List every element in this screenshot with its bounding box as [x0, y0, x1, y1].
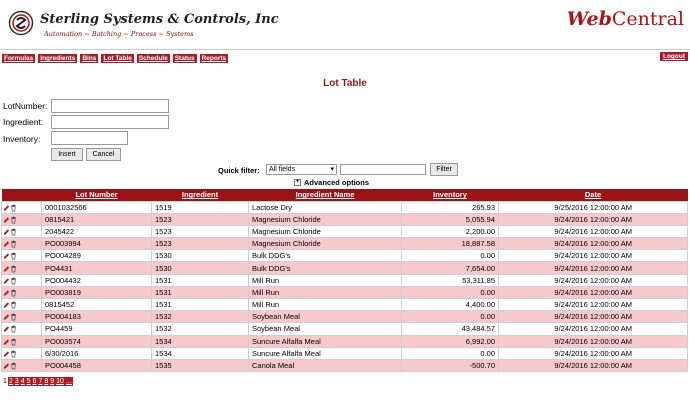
pager-page[interactable]: ...	[65, 378, 72, 385]
company-name: Sterling Systems & Controls, Inc	[40, 12, 279, 27]
pager-page[interactable]: 3	[14, 378, 19, 385]
app-header	[0, 0, 690, 50]
quick-filter-selected: All fields	[269, 166, 296, 173]
row-actions	[2, 238, 42, 250]
cell-inventory: 0.00	[402, 347, 499, 359]
quick-filter-select[interactable]	[266, 164, 337, 175]
cell-date: 9/24/2016 12:00:00 AM	[499, 238, 688, 250]
inventory-label: Inventory:	[3, 134, 41, 144]
edit-pencil-icon[interactable]	[3, 228, 10, 236]
nav-bins[interactable]: Bins	[82, 55, 97, 62]
row-actions	[2, 213, 42, 225]
cell-date: 9/24/2016 12:00:00 AM	[499, 286, 688, 298]
edit-pencil-icon[interactable]	[3, 289, 10, 297]
cell-lot-number: PO004289	[42, 250, 152, 262]
delete-trash-icon[interactable]	[10, 313, 17, 321]
edit-pencil-icon[interactable]	[3, 338, 10, 346]
cell-date: 9/24/2016 12:00:00 AM	[499, 347, 688, 359]
pager-current: 1	[3, 378, 7, 385]
row-actions	[2, 250, 42, 262]
pager-page[interactable]: 6	[32, 378, 37, 385]
cell-date: 9/24/2016 12:00:00 AM	[499, 225, 688, 237]
inventory-row	[3, 134, 40, 144]
row-actions	[2, 335, 42, 347]
cell-date: 9/24/2016 12:00:00 AM	[499, 274, 688, 286]
sterling-logo-mark-icon	[8, 10, 34, 36]
ingredient-input[interactable]	[51, 115, 169, 129]
cell-lot-number: PO003819	[42, 286, 152, 298]
main-nav	[2, 54, 228, 63]
delete-trash-icon[interactable]	[10, 350, 17, 358]
lot-number-label: LotNumber:	[3, 101, 48, 111]
cell-inventory: 4,400.00	[402, 299, 499, 311]
delete-trash-icon[interactable]	[10, 325, 17, 333]
cell-ingredient-name: Mill Run	[249, 274, 402, 286]
table-header-row	[2, 189, 688, 201]
cell-ingredient-name: Magnesium Chloride	[249, 238, 402, 250]
row-actions	[2, 286, 42, 298]
chevron-down-icon: ▾	[330, 166, 334, 173]
advanced-options-toggle[interactable]	[294, 178, 369, 187]
row-actions	[2, 347, 42, 359]
nav-schedule[interactable]: Schedule	[138, 55, 168, 62]
cell-lot-number: PO004432	[42, 274, 152, 286]
table-row	[2, 347, 688, 359]
delete-trash-icon[interactable]	[10, 289, 17, 297]
delete-trash-icon[interactable]	[10, 362, 17, 370]
table-row	[2, 238, 688, 250]
date-header[interactable]: Date	[499, 189, 688, 201]
row-actions	[2, 359, 42, 371]
row-actions	[2, 311, 42, 323]
table-row	[2, 359, 688, 371]
cell-lot-number: PO003574	[42, 335, 152, 347]
cell-ingredient-name: Soybean Meal	[249, 323, 402, 335]
pager-page[interactable]: 8	[44, 378, 49, 385]
cell-lot-number: 0815452	[42, 299, 152, 311]
insert-button[interactable]: Insert	[51, 148, 83, 161]
pager	[2, 377, 73, 386]
webcentral-logo	[567, 8, 684, 30]
row-actions	[2, 274, 42, 286]
logout-button[interactable]: Logout	[660, 52, 688, 61]
inventory-header[interactable]: Inventory	[402, 189, 499, 201]
cell-lot-number: 6/30/2016	[42, 347, 152, 359]
table-row	[2, 201, 688, 213]
cell-ingredient: 1531	[152, 299, 249, 311]
edit-pencil-icon[interactable]	[3, 350, 10, 358]
cell-ingredient-name: Soybean Meal	[249, 311, 402, 323]
cell-inventory: 0.00	[402, 286, 499, 298]
nav-ingredients[interactable]: Ingredients	[40, 55, 76, 62]
cell-date: 9/24/2016 12:00:00 AM	[499, 213, 688, 225]
cell-date: 9/25/2016 12:00:00 AM	[499, 201, 688, 213]
table-row	[2, 250, 688, 262]
ingredient-row	[3, 117, 43, 127]
lot-number-header[interactable]: Lot Number	[42, 189, 152, 201]
expand-plus-icon[interactable]: +	[295, 179, 300, 185]
cell-ingredient: 1519	[152, 201, 249, 213]
cell-lot-number: 2045422	[42, 225, 152, 237]
cell-lot-number: PO4459	[42, 323, 152, 335]
edit-pencil-icon[interactable]	[3, 216, 10, 224]
actions-header	[2, 189, 42, 201]
cell-inventory: 0.00	[402, 250, 499, 262]
table-row	[2, 225, 688, 237]
lot-number-row	[3, 101, 47, 111]
cell-inventory: 0.00	[402, 311, 499, 323]
pager-page[interactable]: 10	[56, 378, 64, 385]
row-actions	[2, 299, 42, 311]
cell-lot-number: PO4431	[42, 262, 152, 274]
ingredient-header[interactable]: Ingredient	[152, 189, 249, 201]
cell-ingredient: 1523	[152, 213, 249, 225]
page-title: Lot Table	[323, 78, 367, 89]
company-tagline: Automation ~ Batching ~ Process ~ Systems	[44, 30, 194, 38]
pager-page[interactable]: 7	[38, 378, 43, 385]
cell-ingredient-name: Magnesium Chloride	[249, 213, 402, 225]
row-actions	[2, 201, 42, 213]
cell-date: 9/24/2016 12:00:00 AM	[499, 299, 688, 311]
row-actions	[2, 262, 42, 274]
table-row	[2, 335, 688, 347]
cell-ingredient-name: Lactose Dry	[249, 201, 402, 213]
cell-ingredient-name: Bulk DDG's	[249, 262, 402, 274]
cell-ingredient: 1532	[152, 311, 249, 323]
edit-pencil-icon[interactable]	[3, 313, 10, 321]
cancel-button[interactable]: Cancel	[86, 148, 121, 161]
advanced-options-label: Advanced options	[304, 178, 370, 187]
cell-date: 9/24/2016 12:00:00 AM	[499, 250, 688, 262]
edit-pencil-icon[interactable]	[3, 240, 10, 248]
nav-lot-table[interactable]: Lot Table	[103, 55, 132, 62]
cell-inventory: 6,992.00	[402, 335, 499, 347]
delete-trash-icon[interactable]	[10, 301, 17, 309]
nav-status[interactable]: Status	[174, 55, 195, 62]
delete-trash-icon[interactable]	[10, 252, 17, 260]
cell-ingredient: 1530	[152, 250, 249, 262]
cell-inventory: 18,887.58	[402, 238, 499, 250]
quick-filter-input[interactable]	[340, 164, 426, 175]
cell-ingredient-name: Mill Run	[249, 299, 402, 311]
cell-lot-number: 0815421	[42, 213, 152, 225]
pager-page[interactable]: 5	[26, 378, 31, 385]
delete-trash-icon[interactable]	[10, 338, 17, 346]
row-actions	[2, 225, 42, 237]
cell-inventory: 265.93	[402, 201, 499, 213]
cell-ingredient: 1535	[152, 359, 249, 371]
delete-trash-icon[interactable]	[10, 240, 17, 248]
edit-pencil-icon[interactable]	[3, 325, 10, 333]
table-row	[2, 213, 688, 225]
cell-inventory: 2,200.00	[402, 225, 499, 237]
sterling-logo	[4, 6, 279, 44]
ingredient-name-header[interactable]: Ingredient Name	[249, 189, 402, 201]
cell-ingredient-name: Bulk DDG's	[249, 250, 402, 262]
cell-date: 9/24/2016 12:00:00 AM	[499, 359, 688, 371]
delete-trash-icon[interactable]	[10, 228, 17, 236]
nav-formulas[interactable]: Formulas	[4, 55, 34, 62]
edit-pencil-icon[interactable]	[3, 265, 10, 273]
cell-ingredient: 1523	[152, 225, 249, 237]
edit-pencil-icon[interactable]	[3, 277, 10, 285]
delete-trash-icon[interactable]	[10, 216, 17, 224]
table-row	[2, 299, 688, 311]
delete-trash-icon[interactable]	[10, 204, 17, 212]
quick-filter-label: Quick filter:	[218, 166, 260, 175]
cell-date: 9/24/2016 12:00:00 AM	[499, 335, 688, 347]
cell-inventory: 43,484.57	[402, 323, 499, 335]
cell-date: 9/24/2016 12:00:00 AM	[499, 311, 688, 323]
lot-number-input[interactable]	[51, 99, 169, 113]
table-row	[2, 262, 688, 274]
pager-page[interactable]: 2	[8, 378, 13, 385]
cell-ingredient: 1534	[152, 335, 249, 347]
table-row	[2, 286, 688, 298]
cell-ingredient: 1523	[152, 238, 249, 250]
pager-page[interactable]: 4	[20, 378, 25, 385]
cell-ingredient-name: Suncure Alfalfa Meal	[249, 335, 402, 347]
cell-date: 9/24/2016 12:00:00 AM	[499, 262, 688, 274]
cell-date: 9/24/2016 12:00:00 AM	[499, 323, 688, 335]
edit-pencil-icon[interactable]	[3, 252, 10, 260]
cell-inventory: 5,055.94	[402, 213, 499, 225]
table-row	[2, 323, 688, 335]
cell-ingredient-name: Canola Meal	[249, 359, 402, 371]
cell-lot-number: PO003994	[42, 238, 152, 250]
edit-pencil-icon[interactable]	[3, 301, 10, 309]
inventory-input[interactable]	[51, 131, 128, 145]
cell-inventory: -500.70	[402, 359, 499, 371]
ingredient-label: Ingredient:	[3, 117, 44, 127]
cell-ingredient-name: Magnesium Chloride	[249, 225, 402, 237]
product-name-part1: Web	[566, 8, 612, 30]
cell-ingredient: 1531	[152, 274, 249, 286]
edit-pencil-icon[interactable]	[3, 204, 10, 212]
cell-ingredient: 1530	[152, 262, 249, 274]
filter-button[interactable]: Filter	[430, 163, 458, 176]
nav-reports[interactable]: Reports	[201, 55, 227, 62]
delete-trash-icon[interactable]	[10, 265, 17, 273]
product-name-part2: Central	[611, 8, 684, 30]
table-row	[2, 274, 688, 286]
cell-lot-number: 0001032566	[42, 201, 152, 213]
cell-ingredient-name: Mill Run	[249, 286, 402, 298]
edit-pencil-icon[interactable]	[3, 362, 10, 370]
pager-page[interactable]: 9	[50, 378, 55, 385]
cell-ingredient: 1531	[152, 286, 249, 298]
lot-table	[1, 189, 688, 372]
delete-trash-icon[interactable]	[10, 277, 17, 285]
cell-lot-number: PO004183	[42, 311, 152, 323]
cell-ingredient-name: Suncure Alfalfa Meal	[249, 347, 402, 359]
cell-inventory: 7,654.00	[402, 262, 499, 274]
cell-ingredient: 1532	[152, 323, 249, 335]
cell-lot-number: PO004458	[42, 359, 152, 371]
cell-ingredient: 1534	[152, 347, 249, 359]
row-actions	[2, 323, 42, 335]
table-row	[2, 311, 688, 323]
cell-inventory: 53,311.85	[402, 274, 499, 286]
